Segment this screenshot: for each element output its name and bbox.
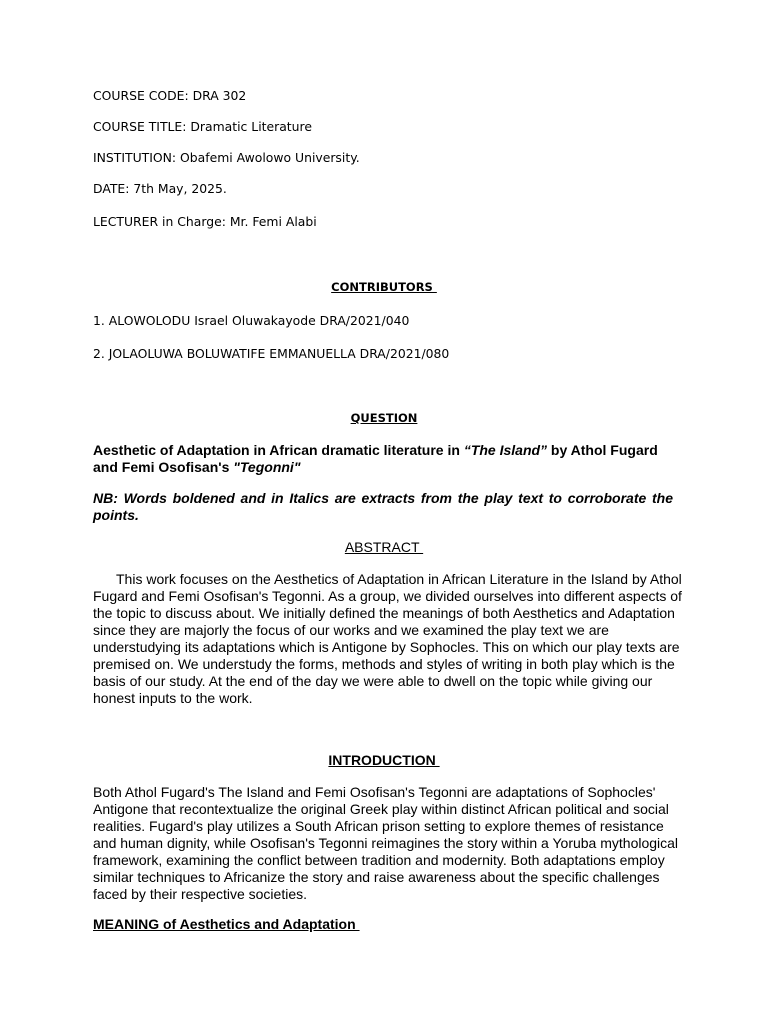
question-heading: QUESTION bbox=[350, 411, 418, 425]
lecturer: LECTURER in Charge: Mr. Femi Alabi bbox=[93, 214, 317, 229]
course-title: COURSE TITLE: Dramatic Literature bbox=[93, 119, 312, 134]
question-part2: by Athol Fugard and Femi Osofisan's bbox=[93, 442, 658, 475]
question-part1: Aesthetic of Adaptation in African dramatic literature in bbox=[93, 442, 464, 458]
abstract-text: This work focuses on the Aesthetics of Adaptation in African Literature in the Island by Athol Fugard and Femi Osofisan's Tegonni. As a group, we divided ourselves into different aspects of the topic to discuss about. We initially defined the meanings of both Aesthetics and Adaptation since they are majorly the focus of our works and we examined the play text we are understudying its adaptations which is Antigone by Sophocles. This on which our play texts are premised on. We understudy the forms, methods and styles of writing in both play which is the basis of our study. At the end of the day we were able to dwell on the topic while giving our honest inputs to the work. bbox=[93, 571, 682, 706]
abstract-heading: ABSTRACT bbox=[344, 539, 424, 555]
question-title-tegonni: "Tegonni" bbox=[233, 459, 301, 475]
course-code: COURSE CODE: DRA 302 bbox=[93, 88, 247, 103]
institution: INSTITUTION: Obafemi Awolowo University. bbox=[93, 150, 360, 165]
meaning-heading: MEANING of Aesthetics and Adaptation bbox=[93, 916, 360, 932]
question-title-island: “The Island” bbox=[463, 442, 548, 458]
contributors-heading: CONTRIBUTORS bbox=[331, 280, 437, 294]
date: DATE: 7th May, 2025. bbox=[93, 181, 227, 196]
contributor-item: 1. ALOWOLODU Israel Oluwakayode DRA/2021/040 bbox=[93, 313, 410, 328]
nb-note: NB: Words boldened and in Italics are extracts from the play text to corroborate the points. bbox=[93, 490, 673, 523]
question-text bbox=[93, 442, 675, 476]
introduction-heading: INTRODUCTION bbox=[328, 752, 440, 768]
contributor-item: 2. JOLAOLUWA BOLUWATIFE EMMANUELLA DRA/2021/080 bbox=[93, 346, 450, 361]
introduction-text: Both Athol Fugard's The Island and Femi Osofisan's Tegonni are adaptations of Sophocles' Antigone that recontextualize the original Greek play within distinct African political and social realities. Fugard's play utilizes a South African prison setting to explore themes of resistance and human dignity, while Osofisan's Tegonni reimagines the story within a Yoruba mythological framework, examining the conflict between tradition and modernity. Both adaptations employ similar techniques to Africanize the story and raise awareness about the specific challenges faced by their respective societies. bbox=[93, 784, 679, 902]
